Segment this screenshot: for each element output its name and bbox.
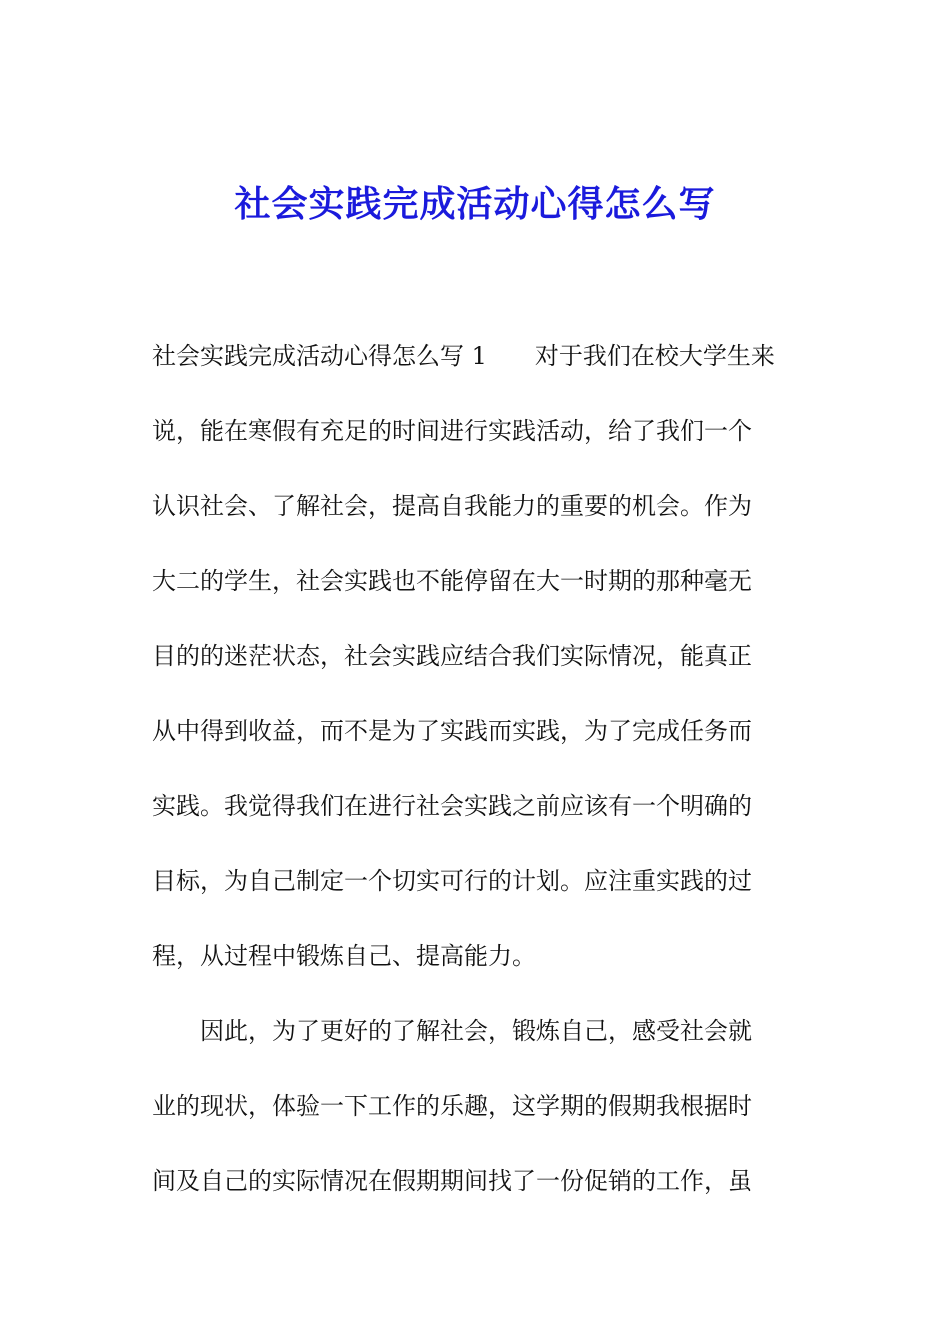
body-line: 程，从过程中锻炼自己、提高能力。 [152,942,536,970]
body-line: 实践。我觉得我们在进行社会实践之前应该有一个明确的 [152,792,752,820]
body-line: 业的现状，体验一下工作的乐趣，这学期的假期我根据时 [152,1092,752,1120]
body-line: 社会实践完成活动心得怎么写 1 对于我们在校大学生来 [152,342,775,370]
body-line: 从中得到收益，而不是为了实践而实践，为了完成任务而 [152,717,752,745]
body-line: 目的的迷茫状态，社会实践应结合我们实际情况，能真正 [152,642,752,670]
body-line: 因此，为了更好的了解社会，锻炼自己，感受社会就 [152,1017,752,1045]
body-line: 目标，为自己制定一个切实可行的计划。应注重实践的过 [152,867,752,895]
document-title: 社会实践完成活动心得怎么写 [234,183,716,225]
body-line: 间及自己的实际情况在假期期间找了一份促销的工作，虽 [152,1167,752,1195]
body-line: 认识社会、了解社会，提高自我能力的重要的机会。作为 [152,492,752,520]
body-line: 说，能在寒假有充足的时间进行实践活动，给了我们一个 [152,417,752,445]
body-line: 大二的学生，社会实践也不能停留在大一时期的那种毫无 [152,567,752,595]
document-body [152,322,812,1222]
